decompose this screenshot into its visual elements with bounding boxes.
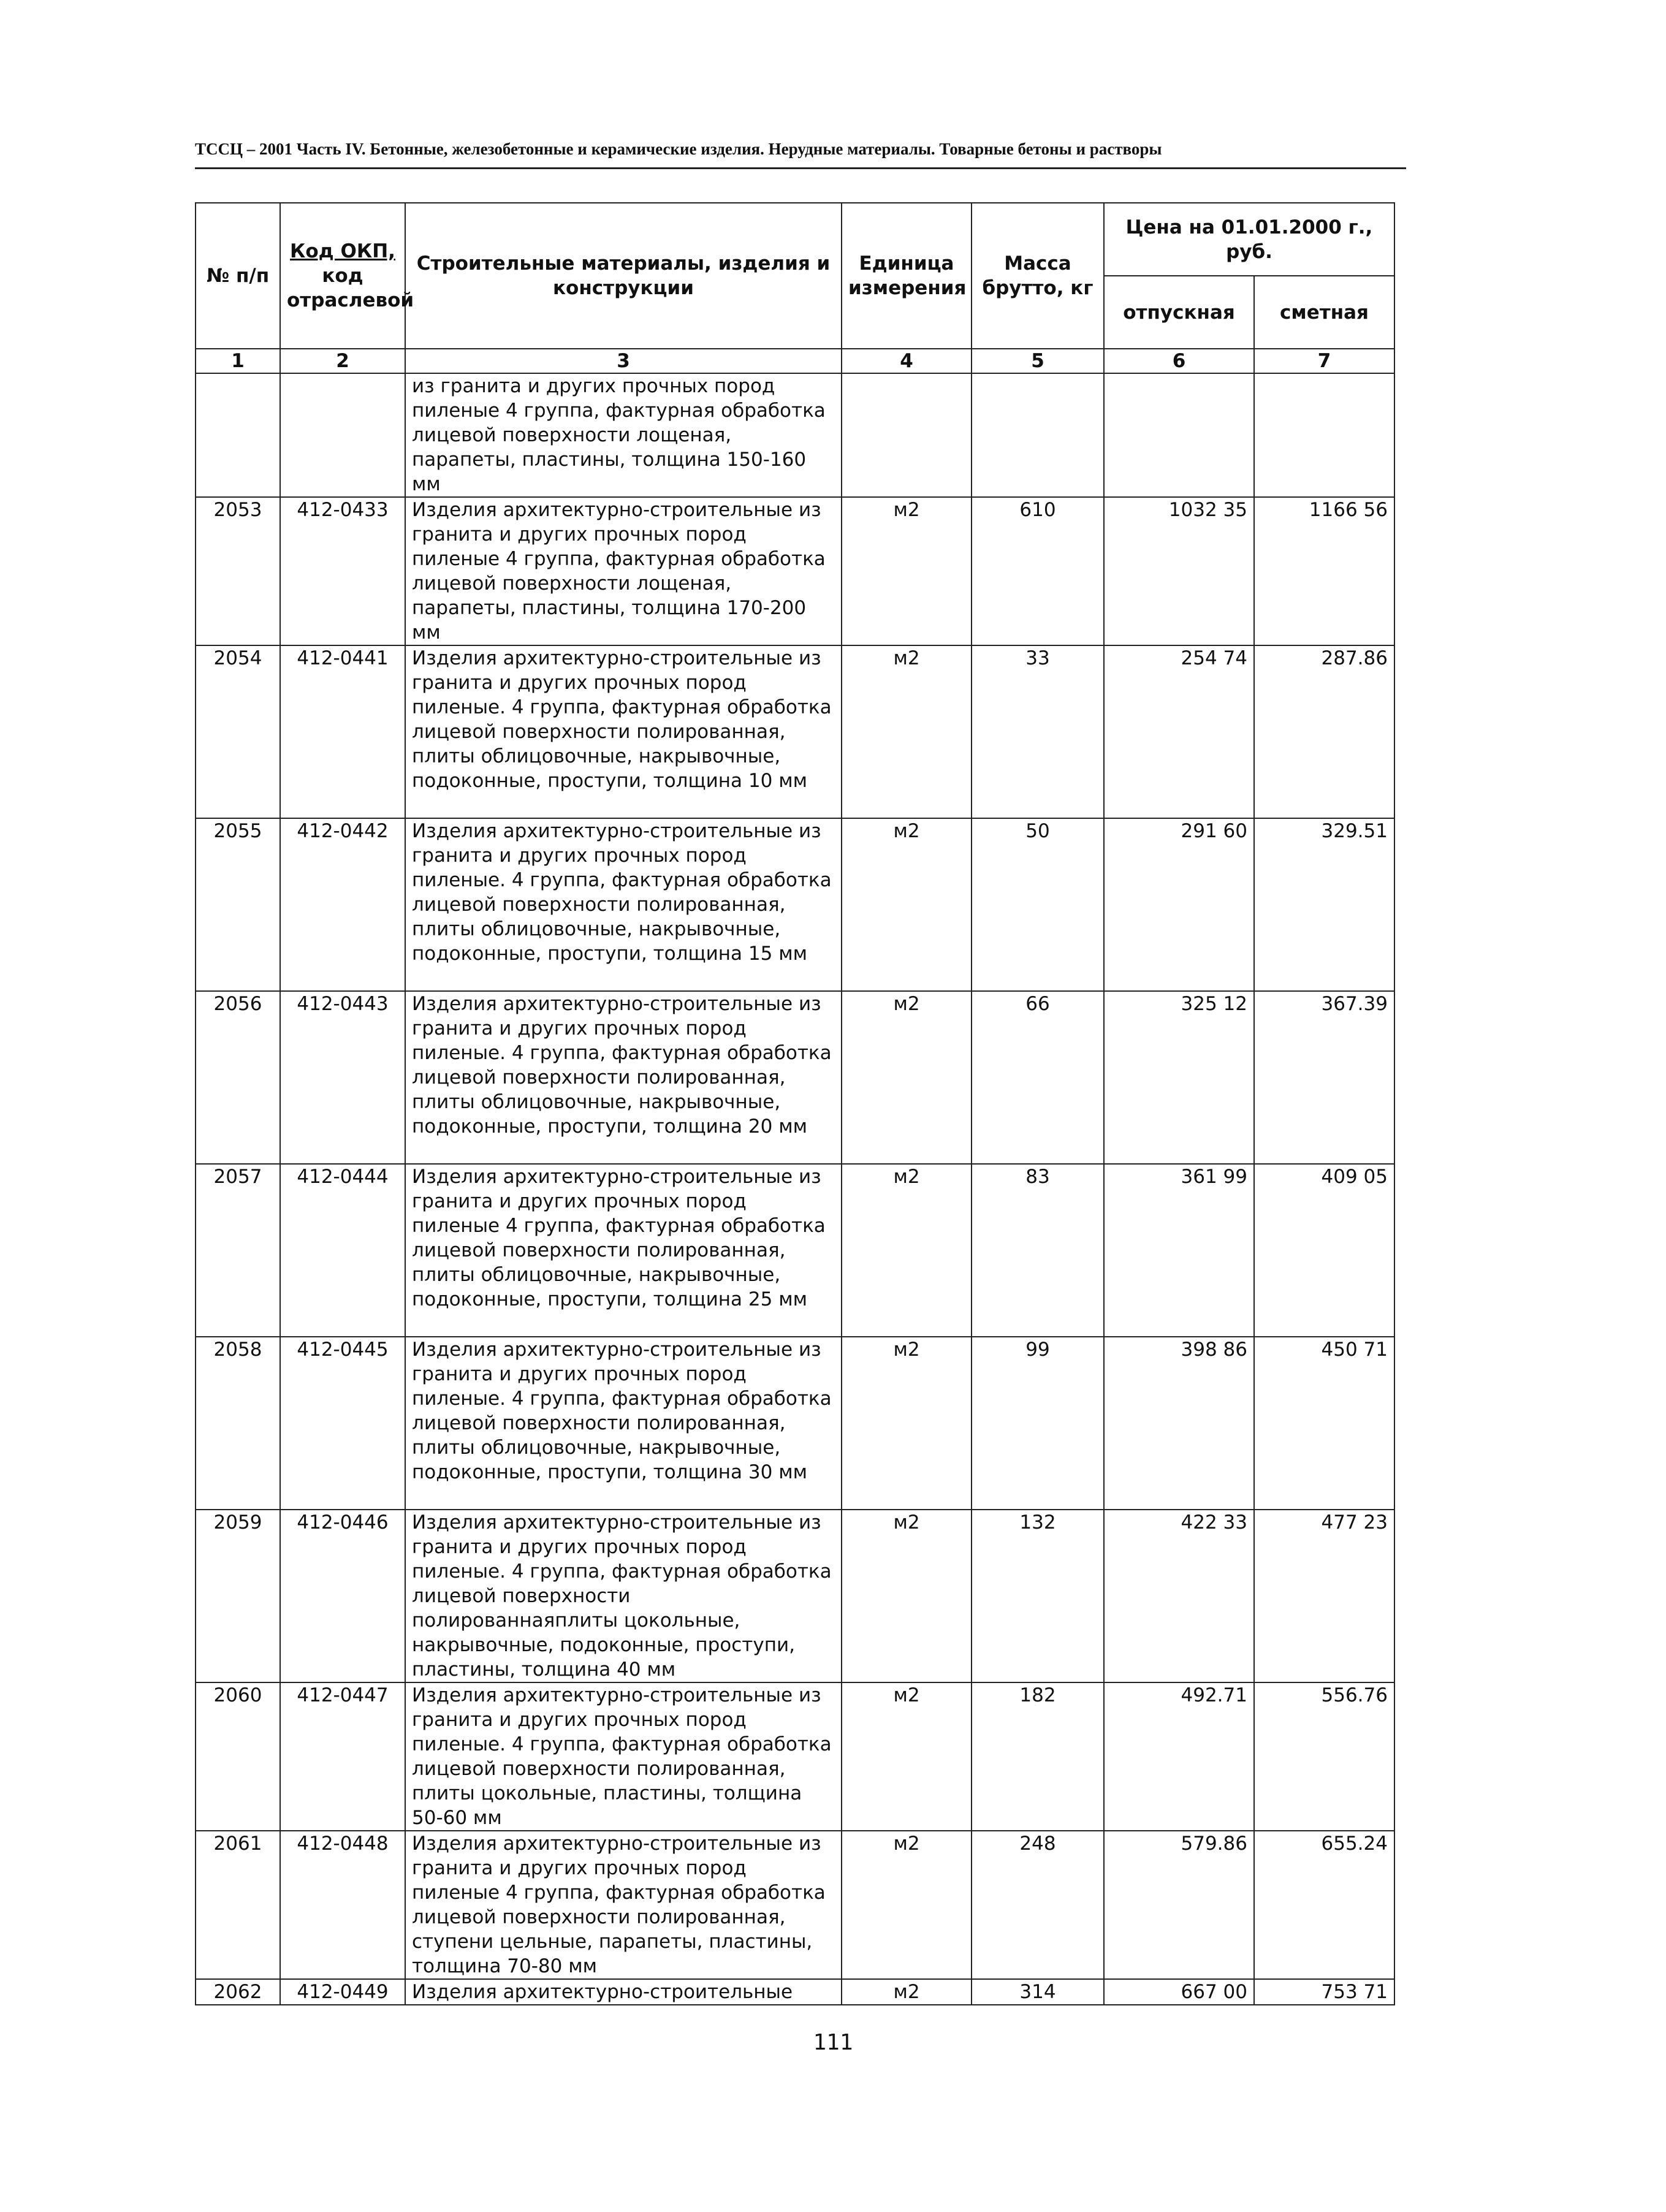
cell-estimate: 556.76 [1254, 1682, 1394, 1831]
header-price: Цена на 01.01.2000 г., руб. [1104, 203, 1394, 276]
cell-code: 412-0443 [280, 991, 405, 1164]
cell-desc: Изделия архитектурно-строительные из гранита и других прочных пород пиленые 4 группа, фактурная обработка лицевой поверхности полированная, плиты облицовочные, накрывочные, подоконные, проступи, толщина 25 мм [405, 1164, 842, 1337]
column-number: 2 [280, 349, 405, 373]
table-row [196, 1510, 1394, 1682]
price-table [195, 202, 1395, 2005]
cell-estimate: 409 05 [1254, 1164, 1394, 1337]
cell-unit: м2 [842, 1164, 972, 1337]
cell-estimate: 287.86 [1254, 645, 1394, 818]
cell-num: 2060 [196, 1682, 280, 1831]
table-row [196, 1337, 1394, 1510]
cell-num: 2059 [196, 1510, 280, 1682]
column-number: 5 [972, 349, 1104, 373]
column-numbers-row [196, 349, 1394, 373]
cell-unit: м2 [842, 991, 972, 1164]
cell-desc: из гранита и других прочных пород пиленые 4 группа, фактурная обработка лицевой поверхности лощеная, парапеты, пластины, толщина 150-160 мм [405, 373, 842, 497]
cell-estimate: 477 23 [1254, 1510, 1394, 1682]
cell-estimate: 753 71 [1254, 1979, 1394, 2005]
cell-unit: м2 [842, 645, 972, 818]
cell-desc: Изделия архитектурно-строительные из гранита и других прочных пород пиленые. 4 группа, фактурная обработка лицевой поверхности полированная, плиты облицовочные, накрывочные, подоконные, проступи, толщина 10 мм [405, 645, 842, 818]
cell-num: 2062 [196, 1979, 280, 2005]
cell-estimate [1254, 373, 1394, 497]
cell-desc: Изделия архитектурно-строительные из гранита и других прочных пород пиленые 4 группа, фактурная обработка лицевой поверхности лощеная, парапеты, пластины, толщина 170-200 мм [405, 497, 842, 645]
cell-estimate: 367.39 [1254, 991, 1394, 1164]
cell-desc: Изделия архитектурно-строительные из гранита и других прочных пород пиленые. 4 группа, фактурная обработка лицевой поверхности полированная, плиты цокольные, пластины, толщина 50-60 мм [405, 1682, 842, 1831]
cell-release: 422 33 [1104, 1510, 1254, 1682]
cell-mass: 83 [972, 1164, 1104, 1337]
cell-mass: 182 [972, 1682, 1104, 1831]
header-name: Строительные материалы, изделия и конструкции [405, 203, 842, 349]
cell-num [196, 373, 280, 497]
cell-code: 412-0449 [280, 1979, 405, 2005]
cell-unit: м2 [842, 818, 972, 991]
cell-unit: м2 [842, 1510, 972, 1682]
cell-desc: Изделия архитектурно-строительные из гранита и других прочных пород пиленые. 4 группа, фактурная обработка лицевой поверхности полированная, плиты облицовочные, накрывочные, подоконные, проступи, толщина 15 мм [405, 818, 842, 991]
cell-mass: 50 [972, 818, 1104, 991]
cell-desc: Изделия архитектурно-строительные из гранита и других прочных пород пиленые. 4 группа, фактурная обработка лицевой поверхности полированнаяплиты цокольные, накрывочные, подоконные, проступи, пластины, толщина 40 мм [405, 1510, 842, 1682]
page-number: 111 [813, 2030, 853, 2055]
header-code-top: Код ОКП, [290, 240, 395, 262]
column-number: 3 [405, 349, 842, 373]
cell-code: 412-0442 [280, 818, 405, 991]
cell-code: 412-0445 [280, 1337, 405, 1510]
cell-code: 412-0448 [280, 1831, 405, 1979]
cell-num: 2058 [196, 1337, 280, 1510]
header-divider [195, 167, 1406, 169]
cell-mass: 248 [972, 1831, 1104, 1979]
cell-unit: м2 [842, 1831, 972, 1979]
cell-unit: м2 [842, 497, 972, 645]
cell-release: 254 74 [1104, 645, 1254, 818]
table-row [196, 645, 1394, 818]
cell-release: 1032 35 [1104, 497, 1254, 645]
table-header-row [196, 203, 1394, 276]
cell-code: 412-0433 [280, 497, 405, 645]
table-row [196, 1831, 1394, 1979]
header-mass: Масса брутто, кг [972, 203, 1104, 349]
cell-desc: Изделия архитектурно-строительные из гранита и других прочных пород пиленые. 4 группа, фактурная обработка лицевой поверхности полированная, плиты облицовочные, накрывочные, подоконные, проступи, толщина 20 мм [405, 991, 842, 1164]
header-code [280, 203, 414, 349]
column-number: 7 [1254, 349, 1394, 373]
cell-num: 2057 [196, 1164, 280, 1337]
cell-unit: м2 [842, 1337, 972, 1510]
table-row [196, 1682, 1394, 1831]
cell-num: 2055 [196, 818, 280, 991]
table-row [196, 497, 1394, 645]
column-number: 6 [1104, 349, 1254, 373]
header-price-estimate: сметная [1254, 276, 1394, 349]
cell-num: 2061 [196, 1831, 280, 1979]
table-row [196, 1979, 1394, 2005]
cell-mass: 314 [972, 1979, 1104, 2005]
cell-mass: 132 [972, 1510, 1104, 1682]
cell-mass: 33 [972, 645, 1104, 818]
cell-code: 412-0444 [280, 1164, 405, 1337]
column-number: 4 [842, 349, 972, 373]
cell-desc: Изделия архитектурно-строительные [405, 1979, 842, 2005]
header-num: № п/п [196, 203, 280, 349]
column-number: 1 [196, 349, 280, 373]
table-row [196, 818, 1394, 991]
page-header-title: ТССЦ – 2001 Часть IV. Бетонные, железобетонные и керамические изделия. Нерудные материалы. Товарные бетоны и растворы [195, 140, 1162, 158]
cell-release: 361 99 [1104, 1164, 1254, 1337]
cell-release: 579.86 [1104, 1831, 1254, 1979]
cell-code [280, 373, 405, 497]
cell-estimate: 655.24 [1254, 1831, 1394, 1979]
header-code-bottom: код отраслевой [287, 265, 414, 311]
cell-mass: 66 [972, 991, 1104, 1164]
cell-release: 291 60 [1104, 818, 1254, 991]
cell-num: 2054 [196, 645, 280, 818]
cell-estimate: 1166 56 [1254, 497, 1394, 645]
cell-release: 492.71 [1104, 1682, 1254, 1831]
table-row [196, 991, 1394, 1164]
cell-unit: м2 [842, 1682, 972, 1831]
cell-desc: Изделия архитектурно-строительные из гранита и других прочных пород пиленые. 4 группа, фактурная обработка лицевой поверхности полированная, плиты облицовочные, накрывочные, подоконные, проступи, толщина 30 мм [405, 1337, 842, 1510]
header-price-release: отпускная [1104, 276, 1254, 349]
cell-desc: Изделия архитектурно-строительные из гранита и других прочных пород пиленые 4 группа, фактурная обработка лицевой поверхности полированная, ступени цельные, парапеты, пластины, толщина 70-80 мм [405, 1831, 842, 1979]
cell-release: 325 12 [1104, 991, 1254, 1164]
cell-release: 667 00 [1104, 1979, 1254, 2005]
cell-estimate: 450 71 [1254, 1337, 1394, 1510]
cell-release: 398 86 [1104, 1337, 1254, 1510]
table-row [196, 1164, 1394, 1337]
header-unit: Единица измерения [842, 203, 972, 349]
cell-mass [972, 373, 1104, 497]
cell-unit: м2 [842, 1979, 972, 2005]
cell-code: 412-0447 [280, 1682, 405, 1831]
cell-num: 2056 [196, 991, 280, 1164]
table-row-continuation [196, 373, 1394, 497]
cell-mass: 610 [972, 497, 1104, 645]
cell-num: 2053 [196, 497, 280, 645]
cell-estimate: 329.51 [1254, 818, 1394, 991]
cell-release [1104, 373, 1254, 497]
cell-code: 412-0446 [280, 1510, 405, 1682]
cell-mass: 99 [972, 1337, 1104, 1510]
cell-code: 412-0441 [280, 645, 405, 818]
cell-unit [842, 373, 972, 497]
